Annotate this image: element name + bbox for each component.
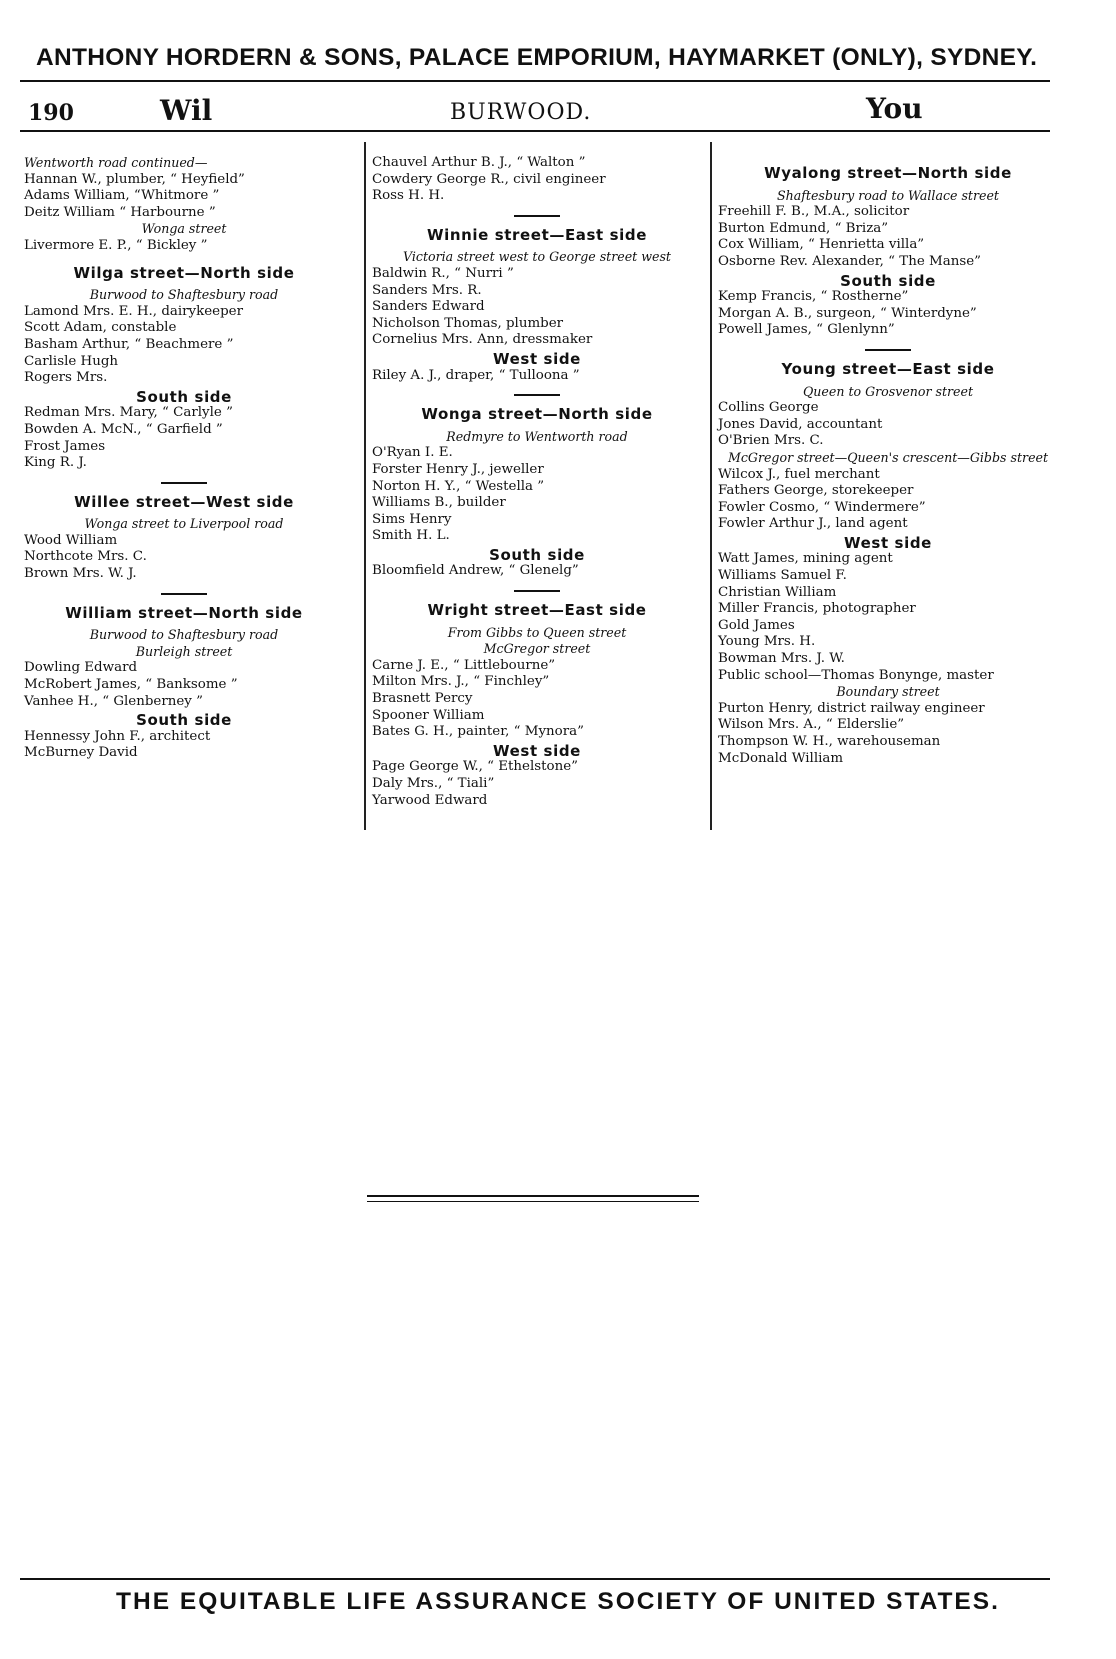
street-subheading: From Gibbs to Queen street xyxy=(447,624,627,640)
directory-entry: Yarwood Edward xyxy=(372,792,488,808)
side-heading: South side xyxy=(840,271,936,290)
directory-entry: Christian William xyxy=(718,584,837,600)
street-heading: Wonga street—North side xyxy=(421,405,653,424)
directory-entry: McDonald William xyxy=(718,750,844,766)
directory-entry: Scott Adam, constable xyxy=(24,320,177,336)
directory-entry: Redman Mrs. Mary, “ Carlyle ” xyxy=(24,405,233,421)
directory-entry: Brasnett Percy xyxy=(372,691,473,707)
section-divider xyxy=(161,593,207,595)
side-heading: South side xyxy=(489,545,585,564)
side-heading: West side xyxy=(493,349,581,368)
directory-column-2 xyxy=(372,155,702,809)
bottom-advertisement-banner: THE EQUITABLE LIFE ASSURANCE SOCIETY OF UNITED STATES. xyxy=(116,1588,1000,1615)
directory-entry: Sanders Mrs. R. xyxy=(372,282,482,298)
directory-entry: Kemp Francis, “ Rostherne” xyxy=(718,289,909,305)
footer-rule xyxy=(20,1578,1050,1580)
directory-entry: Riley A. J., draper, “ Tulloona ” xyxy=(372,367,580,383)
directory-entry: Sanders Edward xyxy=(372,299,485,315)
directory-entry: McBurney David xyxy=(24,745,138,761)
directory-entry: Bloomfield Andrew, “ Glenelg” xyxy=(372,563,579,579)
directory-entry: Fathers George, storekeeper xyxy=(718,483,914,499)
street-subheading: Redmyre to Wentworth road xyxy=(446,428,628,444)
directory-entry: McRobert James, “ Banksome ” xyxy=(24,677,238,693)
top-advertisement-banner: ANTHONY HORDERN & SONS, PALACE EMPORIUM, HAYMARKET (ONLY), SYDNEY. xyxy=(36,44,1038,71)
directory-entry: Collins George xyxy=(718,400,819,416)
end-rule-1 xyxy=(367,1195,699,1197)
street-heading: Wilga street—North side xyxy=(73,263,295,282)
directory-entry: Young Mrs. H. xyxy=(718,634,816,650)
directory-entry: Brown Mrs. W. J. xyxy=(24,566,137,582)
page-number: 190 xyxy=(28,100,74,126)
directory-entry: Hannan W., plumber, “ Heyfield” xyxy=(24,171,245,187)
directory-entry: Purton Henry, district railway engineer xyxy=(718,700,985,716)
directory-entry: Adams William, “Whitmore ” xyxy=(24,188,220,204)
side-heading: South side xyxy=(136,387,232,406)
directory-entry: Spooner William xyxy=(372,707,485,723)
directory-entry: Hennessy John F., architect xyxy=(24,728,211,744)
directory-entry: Carne J. E., “ Littlebourne” xyxy=(372,657,556,673)
street-subheading: McGregor street—Queen's crescent—Gibbs street xyxy=(727,449,1049,465)
directory-entry: Cox William, “ Henrietta villa” xyxy=(718,237,925,253)
directory-entry: O'Ryan I. E. xyxy=(372,445,453,461)
directory-entry: Frost James xyxy=(24,438,106,454)
directory-entry: Page George W., “ Ethelstone” xyxy=(372,759,578,775)
header-rule-bottom xyxy=(20,130,1050,132)
directory-entry: Jones David, accountant xyxy=(718,416,883,432)
header-rule-top xyxy=(20,80,1050,82)
directory-entry: Williams Samuel F. xyxy=(718,568,847,584)
directory-entry: Wood William xyxy=(24,532,118,548)
street-subheading: Boundary street xyxy=(836,684,940,700)
street-heading: Willee street—West side xyxy=(74,492,294,511)
running-head: BURWOOD. xyxy=(450,100,592,125)
directory-entry: Carlisle Hugh xyxy=(24,353,119,369)
guide-word-left: Wil xyxy=(160,94,213,127)
directory-entry: Forster Henry J., jeweller xyxy=(372,461,544,477)
directory-entry: Miller Francis, photographer xyxy=(718,601,916,617)
directory-entry: Basham Arthur, “ Beachmere ” xyxy=(24,336,234,352)
street-subheading: Victoria street west to George street west xyxy=(403,249,671,265)
directory-entry: Watt James, mining agent xyxy=(718,551,893,567)
directory-entry: Public school—Thomas Bonynge, master xyxy=(718,667,994,683)
street-subheading: McGregor street xyxy=(483,641,591,657)
directory-entry: Norton H. Y., “ Westella ” xyxy=(372,478,545,494)
directory-entry: Fowler Arthur J., land agent xyxy=(718,516,908,532)
directory-entry: Burton Edmund, “ Briza” xyxy=(718,220,889,236)
side-heading: West side xyxy=(493,741,581,760)
directory-entry: Thompson W. H., warehouseman xyxy=(718,734,941,749)
street-subheading: Wonga street xyxy=(141,221,227,237)
directory-entry: Rogers Mrs. xyxy=(24,370,108,386)
directory-column-1 xyxy=(24,155,344,762)
directory-entry: Northcote Mrs. C. xyxy=(24,549,147,565)
side-heading: West side xyxy=(844,533,932,552)
directory-entry: Lamond Mrs. E. H., dairykeeper xyxy=(24,303,243,319)
directory-entry: Cornelius Mrs. Ann, dressmaker xyxy=(372,332,593,348)
street-heading: Wyalong street—North side xyxy=(764,164,1012,182)
directory-entry: O'Brien Mrs. C. xyxy=(718,433,824,449)
street-subheading: Burwood to Shaftesbury road xyxy=(89,287,279,303)
end-rule-2 xyxy=(367,1201,699,1202)
directory-entry: Livermore E. P., “ Bickley ” xyxy=(24,237,208,253)
directory-entry: Wilson Mrs. A., “ Elderslie” xyxy=(718,717,905,733)
street-heading: Wright street—East side xyxy=(427,601,647,620)
section-divider xyxy=(514,215,560,217)
directory-entry: Williams B., builder xyxy=(372,495,506,511)
directory-entry: Morgan A. B., surgeon, “ Winterdyne” xyxy=(718,305,977,321)
directory-entry: Bowden A. McN., “ Garfield ” xyxy=(24,421,223,437)
directory-entry: Chauvel Arthur B. J., “ Walton ” xyxy=(372,155,586,170)
directory-entry: Wilcox J., fuel merchant xyxy=(718,466,880,482)
directory-entry: Milton Mrs. J., “ Finchley” xyxy=(372,674,550,690)
directory-entry: Freehill F. B., M.A., solicitor xyxy=(718,204,910,220)
street-heading: William street—North side xyxy=(65,603,303,622)
directory-entry: Powell James, “ Glenlynn” xyxy=(718,322,895,338)
directory-entry: Osborne Rev. Alexander, “ The Manse” xyxy=(718,253,981,269)
column-divider-1 xyxy=(364,142,366,830)
directory-entry: Bates G. H., painter, “ Mynora” xyxy=(372,724,584,740)
section-divider xyxy=(514,590,560,592)
directory-entry: Dowling Edward xyxy=(24,660,138,676)
guide-word-right: You xyxy=(866,92,923,125)
directory-entry: Gold James xyxy=(718,617,795,633)
street-subheading: Burleigh street xyxy=(135,643,233,659)
continued-note: Wentworth road continued— xyxy=(24,155,208,170)
directory-entry: Baldwin R., “ Nurri ” xyxy=(372,265,514,281)
section-divider xyxy=(865,349,911,351)
directory-entry: Deitz William “ Harbourne ” xyxy=(24,204,216,220)
directory-entry: Daly Mrs., “ Tiali” xyxy=(372,776,495,791)
street-heading: Winnie street—East side xyxy=(426,225,648,244)
directory-entry: Cowdery George R., civil engineer xyxy=(372,171,606,187)
directory-entry: Fowler Cosmo, “ Windermere” xyxy=(718,499,926,515)
directory-entry: Bowman Mrs. J. W. xyxy=(718,651,845,667)
street-subheading: Burwood to Shaftesbury road xyxy=(89,627,279,643)
column-divider-2 xyxy=(710,142,712,830)
directory-entry: Sims Henry xyxy=(372,511,452,527)
section-divider xyxy=(514,394,560,396)
section-divider xyxy=(161,482,207,484)
directory-entry: Vanhee H., “ Glenberney ” xyxy=(24,693,203,709)
street-subheading: Wonga street to Liverpool road xyxy=(84,516,284,532)
street-subheading: Shaftesbury road to Wallace street xyxy=(777,187,999,203)
side-heading: South side xyxy=(136,711,232,730)
street-subheading: Queen to Grosvenor street xyxy=(802,383,974,399)
directory-entry: King R. J. xyxy=(24,455,87,471)
street-heading: Young street—East side xyxy=(781,359,995,378)
directory-entry: Ross H. H. xyxy=(372,188,445,204)
directory-entry: Smith H. L. xyxy=(372,528,450,544)
directory-entry: Nicholson Thomas, plumber xyxy=(372,315,564,331)
directory-column-3 xyxy=(718,155,1058,767)
